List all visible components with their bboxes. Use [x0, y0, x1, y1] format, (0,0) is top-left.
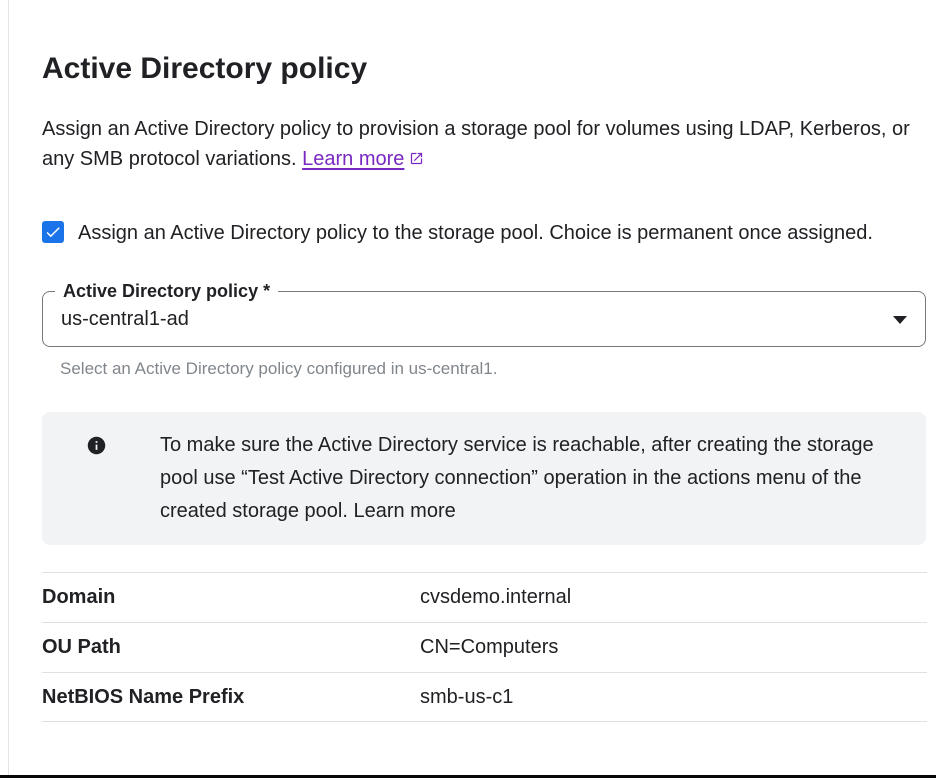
- row-label: NetBIOS Name Prefix: [42, 685, 245, 708]
- assign-policy-checkbox-label[interactable]: Assign an Active Directory policy to the storage pool. Choice is permanent once assigned.: [78, 222, 873, 244]
- learn-more-link[interactable]: [302, 148, 424, 170]
- row-value: cvsdemo.internal: [420, 586, 572, 608]
- check-icon: [44, 223, 62, 241]
- info-banner-text: [160, 429, 886, 528]
- table-row-domain: [42, 572, 927, 622]
- assign-policy-checkbox-row: [42, 217, 926, 249]
- learn-more-label: Learn more: [302, 148, 405, 170]
- policy-select[interactable]: [42, 281, 926, 347]
- row-label: Domain: [42, 586, 116, 608]
- section-description: [42, 114, 926, 175]
- table-row-ou-path: [42, 622, 927, 672]
- open-in-new-icon: [409, 145, 424, 175]
- info-banner-learn-more[interactable]: Learn more: [353, 500, 456, 522]
- ad-policy-details-table: [42, 572, 927, 722]
- info-banner-message: To make sure the Active Directory service is reachable, after creating the storage pool use “Test Active Directory connection” operation in the actions menu of the created storage pool.: [160, 434, 874, 522]
- section-description-text: Assign an Active Directory policy to provision a storage pool for volumes using LDAP, Kerberos, or any SMB protocol variations.: [42, 118, 910, 170]
- panel-bottom-edge: [0, 775, 936, 778]
- table-row-netbios: [42, 672, 927, 722]
- policy-select-label: Active Directory policy *: [55, 279, 278, 303]
- info-banner: [42, 412, 926, 545]
- row-label: OU Path: [42, 636, 121, 658]
- policy-select-wrap: [42, 281, 926, 379]
- assign-policy-checkbox[interactable]: [42, 221, 64, 243]
- info-icon: [86, 435, 107, 456]
- policy-select-helper: Select an Active Directory policy configured in us-central1.: [60, 359, 498, 378]
- page-title: Active Directory policy: [42, 52, 368, 85]
- row-value: smb-us-c1: [420, 685, 514, 708]
- arrow-drop-down-icon: [893, 316, 907, 324]
- row-value: CN=Computers: [420, 636, 559, 658]
- policy-select-value: us-central1-ad: [61, 307, 189, 330]
